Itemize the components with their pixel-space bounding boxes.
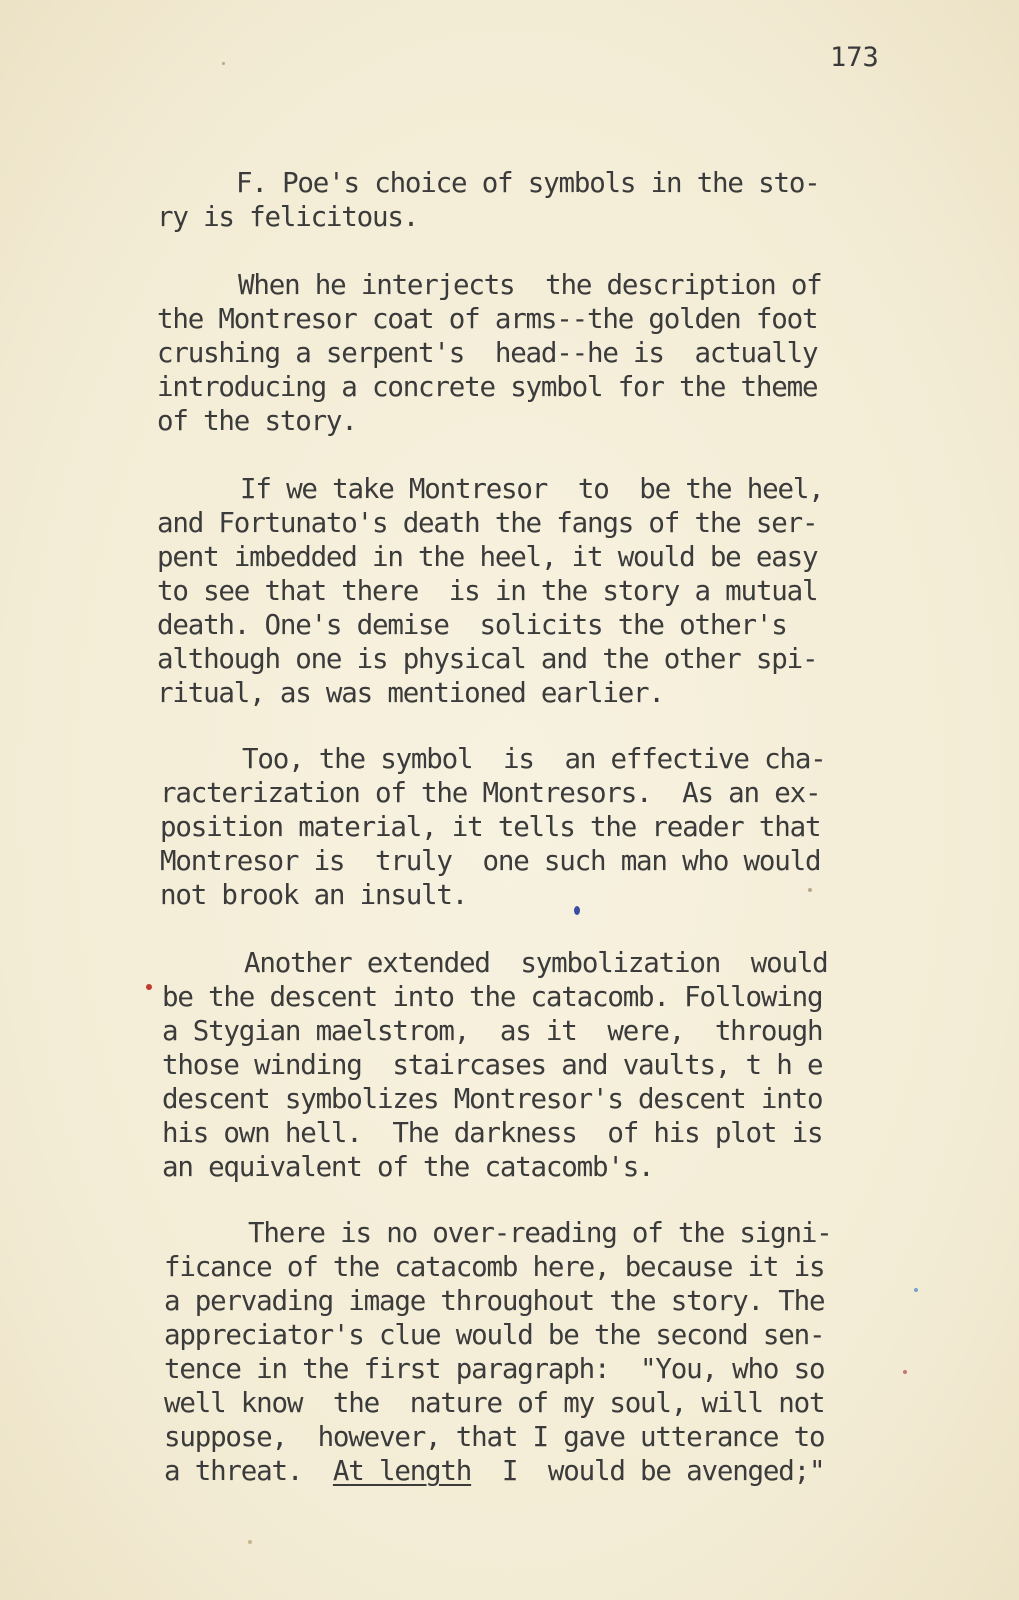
paragraph-4-line-3: position material, it tells the reader that (160, 811, 821, 843)
paper-speck (248, 1540, 252, 1544)
paragraph-1-line-2: ry is felicitous. (157, 201, 419, 233)
paragraph-5-line-4: those winding staircases and vaults, t h e (162, 1049, 823, 1081)
blue-pen-mark (574, 906, 580, 915)
paragraph-2-line-3: crushing a serpent's head--he is actually (157, 337, 818, 369)
page-number: 173 (830, 42, 879, 73)
paragraph-6-line-8-end: I would be avenged;" (471, 1455, 825, 1487)
paragraph-6-line-4: appreciator's clue would be the second sen- (164, 1319, 825, 1351)
paragraph-1-line-1: F. Poe's choice of symbols in the sto- (236, 167, 820, 199)
paragraph-6-line-2: ficance of the catacomb here, because it is (164, 1251, 825, 1283)
paragraph-3-line-6: although one is physical and the other spi- (157, 643, 818, 675)
underlined-phrase: At length (332, 1455, 472, 1487)
paragraph-6-line-8 (164, 1454, 824, 1488)
paragraph-2-line-4: introducing a concrete symbol for the theme (157, 371, 818, 403)
paper-speck (808, 888, 812, 892)
paragraph-3-line-2: and Fortunato's death the fangs of the ser- (157, 507, 818, 539)
paragraph-2-line-5: of the story. (157, 405, 357, 437)
paragraph-5-line-1: Another extended symbolization would (244, 947, 828, 979)
paragraph-3-line-7: ritual, as was mentioned earlier. (157, 677, 664, 709)
paragraph-6-line-5: tence in the first paragraph: "You, who so (164, 1353, 825, 1385)
paragraph-5-line-6: his own hell. The darkness of his plot is (162, 1117, 823, 1149)
paragraph-3-line-3: pent imbedded in the heel, it would be easy (157, 541, 818, 573)
paragraph-5-line-3: a Stygian maelstrom, as it were, through (162, 1015, 823, 1047)
paragraph-6-line-1: There is no over-reading of the signi- (248, 1217, 832, 1249)
paragraph-3-line-4: to see that there is in the story a mutual (157, 575, 818, 607)
paragraph-3-line-5: death. One's demise solicits the other's (157, 609, 787, 641)
paragraph-4-line-5: not brook an insult. (160, 879, 468, 911)
paper-speck (903, 1370, 907, 1374)
paragraph-4-line-2: racterization of the Montresors. As an ex- (160, 777, 821, 809)
paragraph-5-line-2: be the descent into the catacomb. Following (162, 981, 823, 1013)
paragraph-4-line-1: Too, the symbol is an effective cha- (242, 743, 826, 775)
paragraph-2-line-2: the Montresor coat of arms--the golden foot (157, 303, 818, 335)
paragraph-3-line-1: If we take Montresor to be the heel, (240, 473, 824, 505)
red-pen-mark (146, 984, 152, 990)
paragraph-2-line-1: When he interjects the description of (238, 269, 822, 301)
paragraph-6-line-8-start: a threat. (164, 1455, 333, 1487)
paragraph-6-line-6: well know the nature of my soul, will not (164, 1387, 825, 1419)
paragraph-6-line-7: suppose, however, that I gave utterance to (164, 1421, 825, 1453)
paragraph-5-line-5: descent symbolizes Montresor's descent into (162, 1083, 823, 1115)
paper-speck (914, 1288, 918, 1292)
paragraph-6-line-3: a pervading image throughout the story. The (164, 1285, 825, 1317)
paragraph-5-line-7: an equivalent of the catacomb's. (162, 1151, 654, 1183)
paragraph-4-line-4: Montresor is truly one such man who would (160, 845, 821, 877)
paper-speck (222, 62, 225, 65)
